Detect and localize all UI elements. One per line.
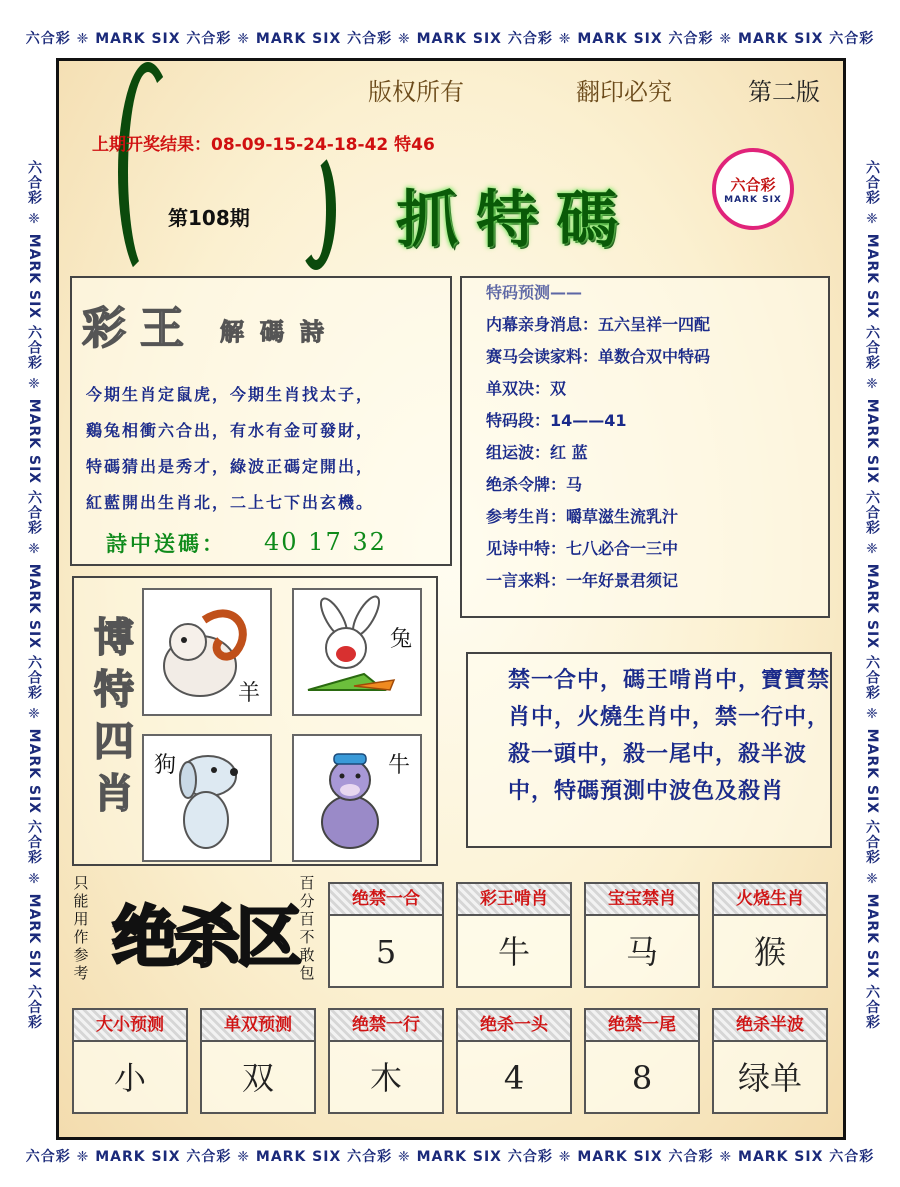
- copyright-text: 版权所有: [368, 78, 464, 106]
- cell-value: 木: [369, 1059, 402, 1097]
- prediction-line: 特码预测——: [486, 283, 583, 302]
- main-title: 抓特碼: [396, 183, 637, 256]
- zodiac-cell-dog: [142, 734, 272, 862]
- kill-zone-side-left: 只能用作参考: [73, 874, 89, 982]
- forecast-cell: [456, 882, 572, 988]
- zodiac-char: 牛: [388, 753, 411, 778]
- prediction-line: 组运波：红 蓝: [486, 443, 588, 462]
- cell-label: 彩王啃肖: [456, 882, 572, 916]
- poem-send-numbers: 40 17 32: [264, 528, 387, 556]
- decorative-curve-right: [296, 150, 336, 270]
- zodiac-cell-goat: [142, 588, 272, 716]
- prediction-line: 赛马会读家料：单数合双中特码: [486, 347, 711, 366]
- cell-value: 8: [631, 1059, 653, 1097]
- zodiac-cell-rabbit: [292, 588, 422, 716]
- ban-text-box: [466, 652, 832, 848]
- zodiac-cell-ox: [292, 734, 422, 862]
- prediction-line: 单双决：双: [486, 379, 567, 398]
- poem-box: [70, 276, 452, 566]
- poem-subtitle: 解碼詩: [220, 317, 340, 346]
- cell-label: 绝禁一行: [328, 1008, 444, 1042]
- kill-zone-title: 绝杀区: [112, 899, 298, 976]
- forecast-cell: [456, 1008, 572, 1114]
- poem-line: 特碼猜出是秀才，綠波正碼定開出，: [86, 457, 375, 476]
- prediction-line: 一言来料：一年好景君须记: [486, 571, 679, 590]
- forecast-cell: [712, 1008, 828, 1114]
- prediction-box: [460, 276, 830, 618]
- frame-band-right: 六合彩 ❈ MARK SIX 六合彩 ❈ MARK SIX 六合彩 ❈ MARK SIX 六合彩 ❈ MARK SIX 六合彩 ❈ MARK SIX 六合彩: [864, 160, 880, 1030]
- cell-label: 绝禁一尾: [584, 1008, 700, 1042]
- zodiac-char: 羊: [238, 681, 261, 706]
- forecast-cell: [328, 1008, 444, 1114]
- zodiac-title: 博特四肖: [94, 614, 134, 817]
- mark-six-logo: [712, 148, 794, 230]
- prediction-line: 参考生肖：嚼草滋生流乳汁: [486, 507, 679, 526]
- ban-text: 禁一合中，碼王啃肖中，寶寶禁肖中，火燒生肖中，禁一行中，殺一頭中，殺一尾中，殺半波中，特碼預測中波色及殺肖: [508, 667, 831, 804]
- poem-send-label: 詩中送碼：: [106, 531, 226, 556]
- cell-label: 宝宝禁肖: [584, 882, 700, 916]
- cell-value: 双: [241, 1059, 274, 1097]
- last-result: 上期开奖结果：08-09-15-24-18-42 特46: [92, 135, 435, 155]
- cell-label: 火烧生肖: [712, 882, 828, 916]
- poem-line: 今期生肖定鼠虎，今期生肖找太子，: [86, 385, 375, 404]
- cell-value: 马: [625, 933, 658, 971]
- logo-en-text: MARK SIX: [724, 195, 782, 205]
- cell-label: 单双预测: [200, 1008, 316, 1042]
- cell-value: 绿单: [737, 1059, 802, 1097]
- cell-label: 绝杀半波: [712, 1008, 828, 1042]
- frame-band-left: 六合彩 ❈ MARK SIX 六合彩 ❈ MARK SIX 六合彩 ❈ MARK SIX 六合彩 ❈ MARK SIX 六合彩 ❈ MARK SIX 六合彩: [26, 160, 42, 1030]
- cell-label: 绝禁一合: [328, 882, 444, 916]
- cell-label: 绝杀一头: [456, 1008, 572, 1042]
- forecast-cell: [712, 882, 828, 988]
- zodiac-char: 狗: [154, 753, 177, 778]
- decorative-curve-left: [118, 62, 178, 282]
- cell-value: 牛: [497, 933, 530, 971]
- prediction-line: 绝杀令牌：马: [486, 475, 583, 494]
- prediction-line: 见诗中特：七八必合一三中: [486, 539, 679, 558]
- forecast-cell: [328, 882, 444, 988]
- zodiac-char: 兔: [390, 627, 413, 652]
- prediction-line: 特码段：14——41: [486, 411, 627, 430]
- frame-band-bottom: 六合彩 ❈ MARK SIX 六合彩 ❈ MARK SIX 六合彩 ❈ MARK SIX 六合彩 ❈ MARK SIX 六合彩 ❈ MARK SIX 六合彩: [25, 1149, 875, 1165]
- issue-number: 第108期: [168, 206, 250, 230]
- poem-title: 彩王: [82, 303, 198, 354]
- prediction-line: 内幕亲身消息：五六呈祥一四配: [486, 315, 711, 334]
- edition-label: 第二版: [748, 78, 820, 106]
- poem-line: 鷄兔相衝六合出，有水有金可發財，: [86, 421, 375, 440]
- poem-line: 紅藍開出生肖北，二上七下出玄機。: [86, 493, 375, 512]
- cell-value: 猴: [753, 933, 786, 971]
- cell-label: 大小预测: [72, 1008, 188, 1042]
- forecast-cell: [584, 1008, 700, 1114]
- forecast-cell: [72, 1008, 188, 1114]
- logo-cn-text: 六合彩: [730, 176, 776, 194]
- forecast-cell: [200, 1008, 316, 1114]
- frame-band-top: 六合彩 ❈ MARK SIX 六合彩 ❈ MARK SIX 六合彩 ❈ MARK SIX 六合彩 ❈ MARK SIX 六合彩 ❈ MARK SIX 六合彩: [25, 31, 875, 47]
- cell-value: 小: [113, 1059, 146, 1097]
- zodiac-box: [72, 576, 438, 866]
- cell-value: 4: [503, 1059, 525, 1097]
- cell-value: 5: [375, 933, 397, 971]
- no-reprint-text: 翻印必究: [576, 78, 672, 106]
- kill-zone-side-right: 百分百不敢包: [299, 874, 315, 982]
- forecast-cell: [584, 882, 700, 988]
